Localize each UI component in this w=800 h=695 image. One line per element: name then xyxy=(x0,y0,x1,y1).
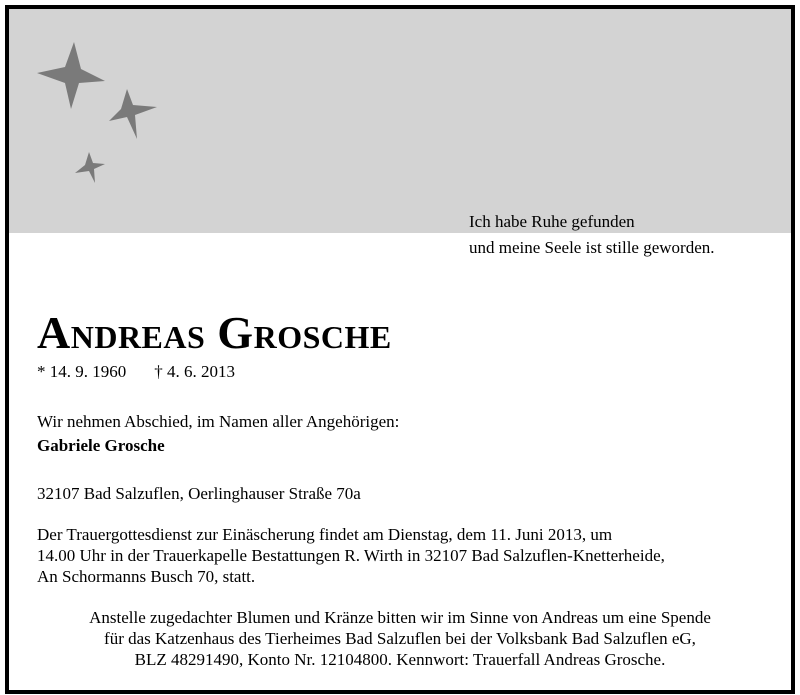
life-dates xyxy=(37,361,235,383)
deceased-name: Andreas Grosche xyxy=(37,307,392,358)
donation-notice xyxy=(9,607,791,670)
birth-date: * 14. 9. 1960 xyxy=(37,362,127,381)
star-icon xyxy=(109,89,157,139)
donation-line: für das Katzenhaus des Tierheimes Bad Salzuflen bei der Volksbank Bad Salzuflen eG, xyxy=(104,629,696,648)
donation-line: Anstelle zugedachter Blumen und Kränze bitten wir im Sinne von Andreas um eine Spende xyxy=(89,608,711,627)
family-address: 32107 Bad Salzuflen, Oerlinghauser Straße 70a xyxy=(37,484,361,503)
donation-line: BLZ 48291490, Konto Nr. 12104800. Kennwort: Trauerfall Andreas Grosche. xyxy=(134,650,666,669)
obituary-frame xyxy=(5,5,795,694)
service-line: Der Trauergottesdienst zur Einäscherung findet am Dienstag, dem 11. Juni 2013, um xyxy=(37,525,613,544)
service-line: An Schormanns Busch 70, statt. xyxy=(37,567,256,586)
death-date: † 4. 6. 2013 xyxy=(154,362,235,381)
motto xyxy=(469,209,769,261)
service-line: 14.00 Uhr in der Trauerkapelle Bestattungen R. Wirth in 32107 Bad Salzuflen-Knetterheide, xyxy=(37,546,665,565)
motto-line: und meine Seele ist stille geworden. xyxy=(469,238,715,257)
star-icon xyxy=(37,42,105,109)
signer-name: Gabriele Grosche xyxy=(37,436,165,455)
service-notice xyxy=(37,524,777,587)
farewell-text: Wir nehmen Abschied, im Namen aller Angehörigen: xyxy=(37,412,400,431)
stars-decoration xyxy=(9,9,209,209)
motto-line: Ich habe Ruhe gefunden xyxy=(469,212,635,231)
star-icon xyxy=(75,152,105,183)
